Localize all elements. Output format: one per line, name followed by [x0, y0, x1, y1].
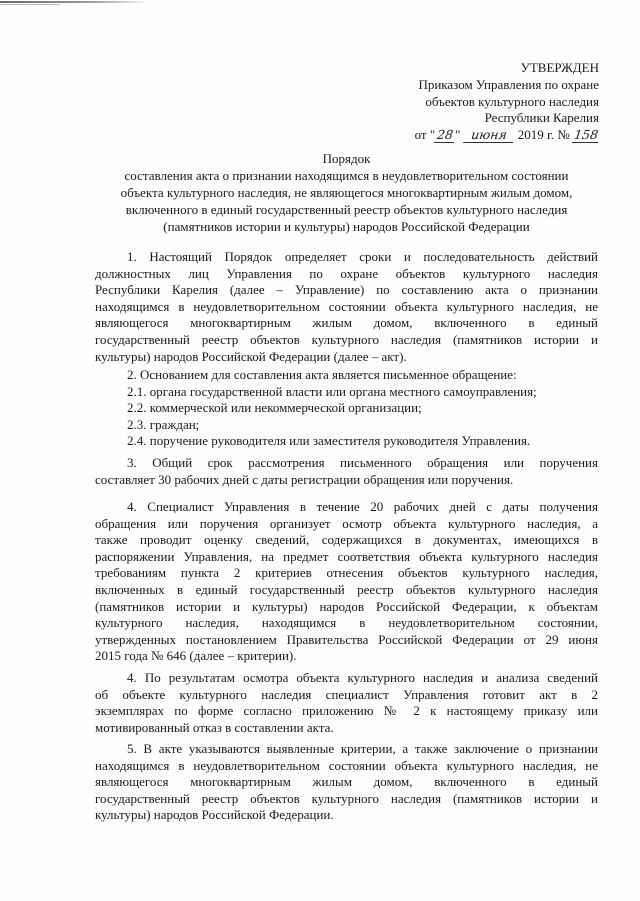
paragraph-1 — [95, 249, 598, 365]
paragraph-line: культуры) народов Российской Федерации (далее – акт). — [95, 348, 407, 364]
paragraph-line: распоряжении Управления, на предмет соответствия объекта культурного наследия — [95, 548, 598, 564]
paragraph-line: требованиям пункта 2 критериев отнесения объектов культурного наследия, — [95, 565, 598, 581]
paragraph-line: включенных в единый государственный реестр объектов культурного наследия — [95, 581, 598, 597]
paragraph-line: культурного наследия, находящимся в неудовлетворительном состоянии, — [95, 615, 598, 631]
paragraph-line: являющегося многоквартирным жилым домом, включенного в единый — [95, 774, 598, 790]
scan-artifact — [0, 4, 60, 5]
paragraph-4 — [95, 499, 598, 665]
paragraph-line: государственный реестр объектов культурного наследия (памятников истории и — [95, 331, 598, 347]
paragraph-line: составляет 30 рабочих дней с даты регистрации обращения или поручения. — [95, 471, 514, 487]
date-year-text: 2019 г. № — [514, 127, 573, 143]
paragraph-line: Республики Карелия (далее – Управление) по составлению акта о признании — [95, 282, 598, 298]
paragraph-2 — [95, 367, 598, 450]
paragraph-line: 2015 года № 646 (далее – критерии). — [95, 648, 297, 664]
paragraph-6 — [95, 741, 598, 824]
handwritten-month: июня — [463, 128, 515, 143]
subtitle-line: включенного в единый государственный реестр объектов культурного наследия — [125, 202, 568, 217]
paragraph-line: об объекте культурного наследия специалист Управления готовит акт в 2 — [95, 686, 598, 702]
date-prefix: от " — [414, 127, 436, 143]
list-item: 2.4. поручение руководителя или заместителя руководителя Управления. — [127, 433, 531, 449]
subtitle-line: объекта культурного наследия, не являющегося многоквартирным жилым домом, — [120, 185, 573, 200]
paragraph-line: находящимся в неудовлетворительном состоянии объекта культурного наследия, не — [95, 298, 598, 314]
paragraph-line: (памятников истории и культуры) народов Российской Федерации, к объектам — [95, 598, 598, 614]
approval-order-line: Приказом Управления по охране — [418, 76, 599, 92]
paragraph-line: утвержденных постановлением Правительства Российской Федерации от 29 июня — [95, 631, 598, 647]
handwritten-order-number: 158 — [573, 127, 600, 143]
subtitle-line: составления акта о признании находящимся в неудовлетворительном состоянии — [124, 168, 569, 183]
list-item: 2.1. органа государственной власти или органа местного самоуправления; — [127, 383, 537, 399]
subtitle-line: (памятников истории и культуры) народов Российской Федерации — [163, 219, 530, 234]
scan-artifact — [0, 1, 150, 3]
paragraph-line: находящимся в неудовлетворительном состоянии объекта культурного наследия, не — [95, 757, 598, 773]
paragraph-line: 4. По результатам осмотра объекта культурного наследия и анализа сведений — [127, 670, 598, 685]
paragraph-line: 5. В акте указываются выявленные критерии, а также заключение о признании — [127, 741, 598, 756]
paragraph-line: государственный реестр объектов культурного наследия (памятников истории и — [95, 790, 598, 806]
paragraph-3 — [95, 455, 598, 488]
list-item: 2.2. коммерческой или некоммерческой организации; — [127, 400, 422, 416]
paragraph-line: обращения или поручения организует осмотр объекта культурного наследия, а — [95, 515, 598, 531]
paragraph-line: мотивированный отказ в составлении акта. — [95, 719, 334, 735]
approval-title: УТВЕРЖДЕН — [520, 60, 599, 75]
paragraph-5 — [95, 670, 598, 736]
paragraph-line: 3. Общий срок рассмотрения письменного обращения или поручения — [127, 455, 598, 470]
paragraph-line: 4. Специалист Управления в течение 20 рабочих дней с даты получения — [127, 499, 598, 514]
paragraph-line: 1. Настоящий Порядок определяет сроки и последовательность действий — [127, 249, 598, 264]
date-quote-close: " — [455, 127, 461, 143]
document-title: Порядок — [322, 151, 371, 166]
paragraph-line: экземплярах по форме согласно приложению № 2 к настоящему приказу или — [95, 703, 598, 719]
paragraph-line: также проводит оценку сведений, содержащихся в документах, имеющихся в — [95, 532, 598, 548]
approval-block — [339, 60, 599, 144]
document-subtitle — [95, 167, 598, 235]
approval-authority-line: объектов культурного наследия — [425, 93, 599, 109]
list-item: 2.3. граждан; — [127, 416, 200, 432]
handwritten-day: 28 — [434, 128, 456, 143]
approval-region-line: Республики Карелия — [484, 110, 599, 126]
paragraph-line: 2. Основанием для составления акта является письменное обращение: — [127, 367, 517, 382]
paragraph-line: должностных лиц Управления по охране объектов культурного наследия — [95, 265, 598, 281]
order-date-line — [339, 127, 599, 144]
paragraph-line: являющегося многоквартирным жилым домом, включенного в единый — [95, 315, 598, 331]
paragraph-line: культуры) народов Российской Федерации. — [95, 807, 334, 823]
